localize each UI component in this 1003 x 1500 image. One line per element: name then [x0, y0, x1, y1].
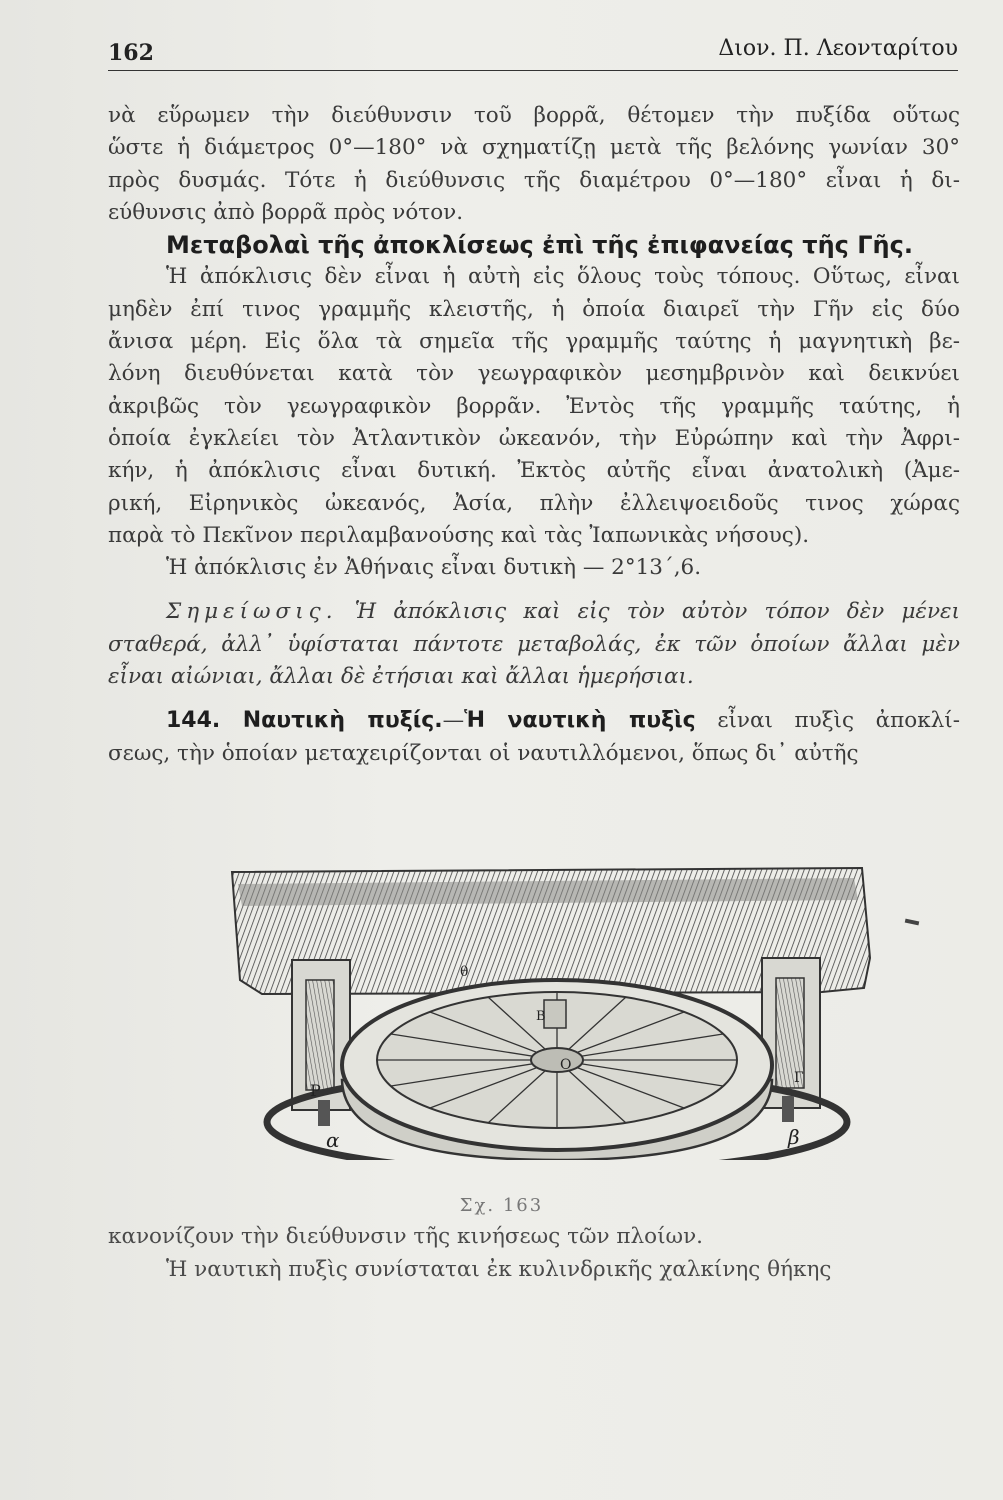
note-text: Ἡ ἀπόκλισις καὶ εἰς τὸν αὐτὸν τόπον δὲν μένει: [354, 599, 960, 625]
text-line: πρὸς δυσμάς. Τότε ἡ διεύθυνσις τῆς διαμέτρου 0°—180° εἶναι ἡ δι-: [108, 167, 960, 193]
text-line: Ἡ ἀπόκλισις δὲν εἶναι ἡ αὐτὴ εἰς ὅλους τοὺς τόπους. Οὕτως, εἶναι: [166, 264, 960, 290]
text-line: σεως, τὴν ὁποίαν μεταχειρίζονται οἱ ναυτιλλόμενοι, ὅπως δι᾽ αὐτῆς: [108, 740, 859, 766]
section-144-line: 144. Ναυτικὴ πυξίς.—Ἡ ναυτικὴ πυξὶς εἶναι πυξὶς ἀποκλί-: [166, 708, 960, 734]
label-b: β: [788, 1125, 800, 1149]
text-line: ρική, Εἰρηνικὸς ὠκεανός, Ἀσία, πλὴν ἐλλειψοειδοῦς τινος χώρας: [108, 490, 960, 516]
compass-illustration: [222, 860, 872, 1160]
text-line: εύθυνσις ἀπὸ βορρᾶ πρὸς νότον.: [108, 199, 464, 225]
stray-ink-mark: [905, 919, 920, 926]
main-text: [108, 100, 960, 770]
text-line: κήν, ἡ ἀπόκλισις εἶναι δυτική. Ἐκτὸς αὐτῆς εἶναι ἀνατολικὴ (Ἀμε-: [108, 458, 960, 484]
label-p-left: P: [310, 1081, 321, 1100]
text-line: παρὰ τὸ Πεκῖνον περιλαμβανούσης καὶ τὰς Ἰαπωνικὰς νήσους).: [108, 522, 810, 548]
note-line: εἶναι αἰώνιαι, ἄλλαι δὲ ἐτήσιαι καὶ ἄλλαι ἡμερήσιαι.: [108, 664, 694, 690]
text-line: νὰ εὕρωμεν τὴν διεύθυνσιν τοῦ βορρᾶ, θέτομεν τὴν πυξίδα οὕτως: [108, 103, 960, 128]
label-theta: θ: [460, 964, 469, 980]
text-line: μηδὲν ἐπί τινος γραμμῆς κλειστῆς, ἡ ὁποία διαιρεῖ τὴν Γῆν εἰς δύο: [108, 296, 960, 322]
text-line: ἄνισα μέρη. Εἰς ὅλα τὰ σημεῖα τῆς γραμμῆς ταύτης ἡ μαγνητικὴ βε-: [108, 329, 960, 355]
text-line: ὥστε ἡ διάμετρος 0°—180° νὰ σχηματίζῃ μετὰ τῆς βελόνης γωνίαν 30°: [108, 135, 960, 161]
label-p-right: Γ: [794, 1070, 804, 1086]
text-line: ὁποία ἐγκλείει τὸν Ἀτλαντικὸν ὠκεανόν, τὴν Εὐρώπην καὶ τὴν Ἀφρι-: [108, 425, 960, 451]
label-a: α: [326, 1128, 340, 1152]
section-144-text: εἶναι πυξὶς ἀποκλί-: [717, 708, 960, 734]
continuation-text: [108, 1220, 960, 1286]
text-line: Ἡ ἀπόκλισις ἐν Ἀθήναις εἶναι δυτικὴ — 2°13΄,6.: [166, 555, 702, 581]
text-line: κανονίζουν τὴν διεύθυνσιν τῆς κινήσεως τῶν πλοίων.: [108, 1224, 703, 1249]
note-line: [108, 596, 960, 628]
page-header: [108, 30, 958, 71]
section-144-lead: Ἡ ναυτικὴ πυξὶς: [464, 708, 696, 734]
page-number: 162: [108, 40, 154, 66]
figure-caption: Σχ. 163: [459, 1195, 544, 1216]
text-line: ἀκριβῶς τὸν γεωγραφικὸν βορρᾶν. Ἐντὸς τῆς γραμμῆς ταύτης, ἡ: [108, 393, 960, 419]
text-line: Ἡ ναυτικὴ πυξὶς συνίσταται ἐκ κυλινδρικῆς χαλκίνης θήκης: [166, 1257, 832, 1282]
label-B: B: [536, 1009, 546, 1024]
note-line: σταθερά, ἀλλ᾽ ὑφίσταται πάντοτε μεταβολάς, ἐκ τῶν ὁποίων ἄλλαι μὲν: [108, 631, 960, 657]
running-head: Διον. Π. Λεονταρίτου: [718, 36, 958, 61]
section-144-title: 144. Ναυτικὴ πυξίς.: [166, 708, 443, 734]
section-heading: Μεταβολαὶ τῆς ἀποκλίσεως ἐπὶ τῆς ἐπιφανείας τῆς Γῆς.: [166, 231, 913, 260]
label-o: O: [560, 1057, 572, 1073]
note-label: Σημείωσις.: [166, 599, 338, 625]
text-line: λόνη διευθύνεται κατὰ τὸν γεωγραφικὸν μεσημβρινὸν καὶ δεικνύει: [108, 361, 960, 387]
